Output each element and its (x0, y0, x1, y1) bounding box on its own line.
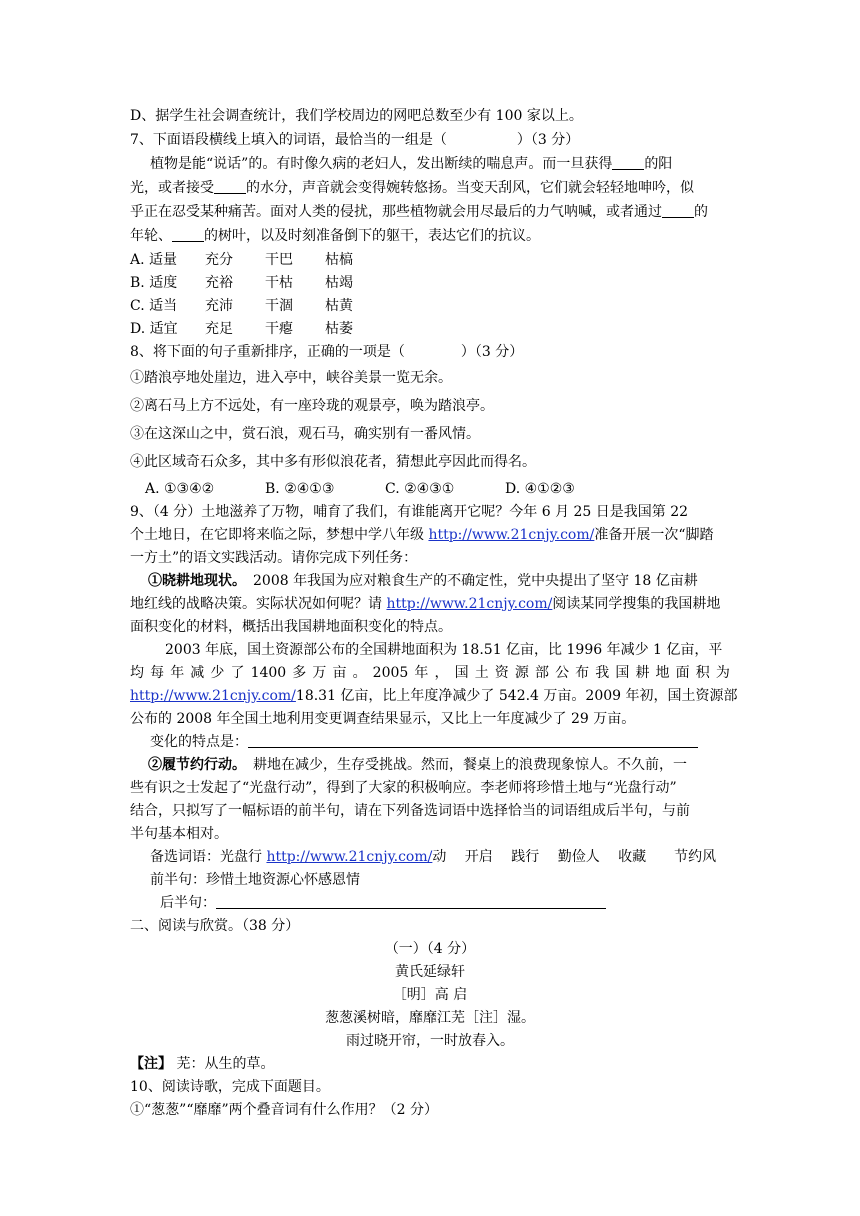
poem-line-1: 葱葱溪树暗，靡靡江芜［注］湿。 (325, 1010, 535, 1026)
q7-passage-line: 光，或者接受 的水分，声音就会变得婉转悠扬。当变天刮风，它们就会轻轻地呻吟，似 (130, 180, 694, 196)
task1-line: 面积变化的材料，概括出我国耕地面积变化的特点。 (130, 619, 452, 635)
task2-title: ②履节约行动。 (148, 757, 239, 773)
site-link[interactable]: http://www.21cnjy.com/ (130, 688, 296, 704)
second-half-blank[interactable] (216, 894, 606, 909)
task1-line: 地红线的战略决策。实际状况如何呢？请 http://www.21cnjy.com/阅读某同学搜集的我国耕地 (130, 596, 721, 612)
answer-blank[interactable] (172, 227, 204, 242)
q7-option-d: D. 适宜 充足 干瘪 枯萎 (130, 321, 353, 337)
task2-line: ②履节约行动。 耕地在减少，生存受挑战。然而，餐桌上的浪费现象惊人。不久前，一 (148, 757, 687, 773)
q8-sentence-2: ②离石马上方不远处，有一座玲珑的观景亭，唤为踏浪亭。 (130, 398, 494, 414)
poem-author: ［明］高 启 (392, 987, 468, 1003)
q8-options: A. ①③④② B. ②④①③ C. ②④③① D. ④①②③ (145, 481, 575, 497)
task1-line: ①晓耕地现状。 2008 年我国为应对粮食生产的不确定性，党中央提出了坚守 18 亿亩耕 (148, 573, 698, 589)
second-half-line: 后半句： (160, 894, 606, 912)
task2-line: 结合，只拟写了一幅标语的前半句，请在下列备选词语中选择恰当的词语组成后半句，与前 (130, 803, 690, 819)
task2-line: 些有识之士发起了“光盘行动”，得到了大家的积极响应。李老师将珍惜土地与“光盘行动” (130, 780, 677, 796)
q9-line: 个土地日，在它即将来临之际，梦想中学八年级 http://www.21cnjy.com/准备开展一次“脚踏 (130, 527, 714, 543)
q10-part-1: ①“葱葱”“靡靡”两个叠音词有什么作用？（2 分） (130, 1102, 438, 1118)
task2-line: 半句基本相对。 (130, 826, 228, 842)
first-half: 前半句：珍惜土地资源心怀感恩情 (150, 872, 360, 888)
site-link[interactable]: http://www.21cnjy.com/ (386, 596, 553, 612)
material-line: 公布的 2008 年全国土地利用变更调查结果显示，又比上一年度减少了 29 万亩。 (130, 711, 636, 727)
q9-line: 一方土”的语文实践活动。请你完成下列任务： (130, 550, 418, 566)
feature-answer-line: 变化的特点是： (150, 733, 698, 751)
section-heading: 二、阅读与欣赏。（38 分） (130, 918, 300, 934)
poem-note: 【注】 芜：从生的草。 (130, 1056, 275, 1072)
q7-passage-line: 植物是能“说话”的。有时像久病的老妇人，发出断续的喘息声。而一旦获得 的阳 (150, 156, 673, 172)
feature-answer-blank[interactable] (248, 733, 698, 748)
material-line-justified: 均 每 年 减 少 了 1400 多 万 亩 。 2005 年 ， 国 土 资 源 部 公 布 我 国 耕 地 面 积 为 (130, 665, 730, 681)
word-choices: 备选词语：光盘行 http://www.21cnjy.com/动 开启 践行 勤俭人 收藏 节约风 (150, 849, 717, 865)
subsection-heading: （一）（4 分） (384, 941, 476, 957)
site-link[interactable]: http://www.21cnjy.com/ (266, 849, 433, 865)
answer-blank[interactable] (662, 203, 694, 218)
answer-blank[interactable] (214, 179, 246, 194)
q7-stem: 7、下面语段横线上填入的词语，最恰当的一组是（ ）（3 分） (130, 132, 580, 148)
q8-sentence-3: ③在这深山之中，赏石浪，观石马，确实别有一番风情。 (130, 426, 480, 442)
q7-option-b: B. 适度 充裕 干枯 枯竭 (130, 275, 353, 291)
poem-title: 黄氏延绿轩 (395, 964, 465, 980)
q9-line: 9、（4 分）土地滋养了万物，哺育了我们，有谁能离开它呢？今年 6 月 25 日是我国第 22 (130, 504, 689, 520)
q7-option-a: A. 适量 充分 干巴 枯槁 (130, 252, 353, 268)
q7-passage-line: 乎正在忍受某种痛苦。面对人类的侵扰，那些植物就会用尽最后的力气呐喊，或者通过 的 (130, 204, 708, 220)
material-line: 2003 年底，国土资源部公布的全国耕地面积为 18.51 亿亩，比 1996 年减少 1 亿亩，平 (165, 642, 723, 658)
answer-blank[interactable] (612, 155, 644, 170)
q7-passage-line: 年轮、 的树叶，以及时刻准备倒下的躯干，表达它们的抗议。 (130, 228, 540, 244)
q7-option-c: C. 适当 充沛 干涸 枯黄 (130, 298, 353, 314)
material-line: http://www.21cnjy.com/18.31 亿亩，比上年度净减少了 542.4 万亩。2009 年初，国土资源部 (130, 688, 738, 704)
q8-sentence-4: ④此区域奇石众多，其中多有形似浪花者，猜想此亭因此而得名。 (130, 454, 536, 470)
q8-stem: 8、将下面的句子重新排序，正确的一项是（ ）（3 分） (130, 344, 524, 360)
site-link[interactable]: http://www.21cnjy.com/ (428, 527, 595, 543)
q6-option-d: D、据学生社会调查统计，我们学校周边的网吧总数至少有 100 家以上。 (130, 108, 583, 124)
task1-title: ①晓耕地现状。 (148, 573, 239, 589)
poem-line-2: 雨过晓开帘，一时放春入。 (346, 1033, 514, 1049)
q10-stem: 10、阅读诗歌，完成下面题目。 (130, 1079, 330, 1095)
q8-sentence-1: ①踏浪亭地处崖边，进入亭中，峡谷美景一览无余。 (130, 370, 452, 386)
